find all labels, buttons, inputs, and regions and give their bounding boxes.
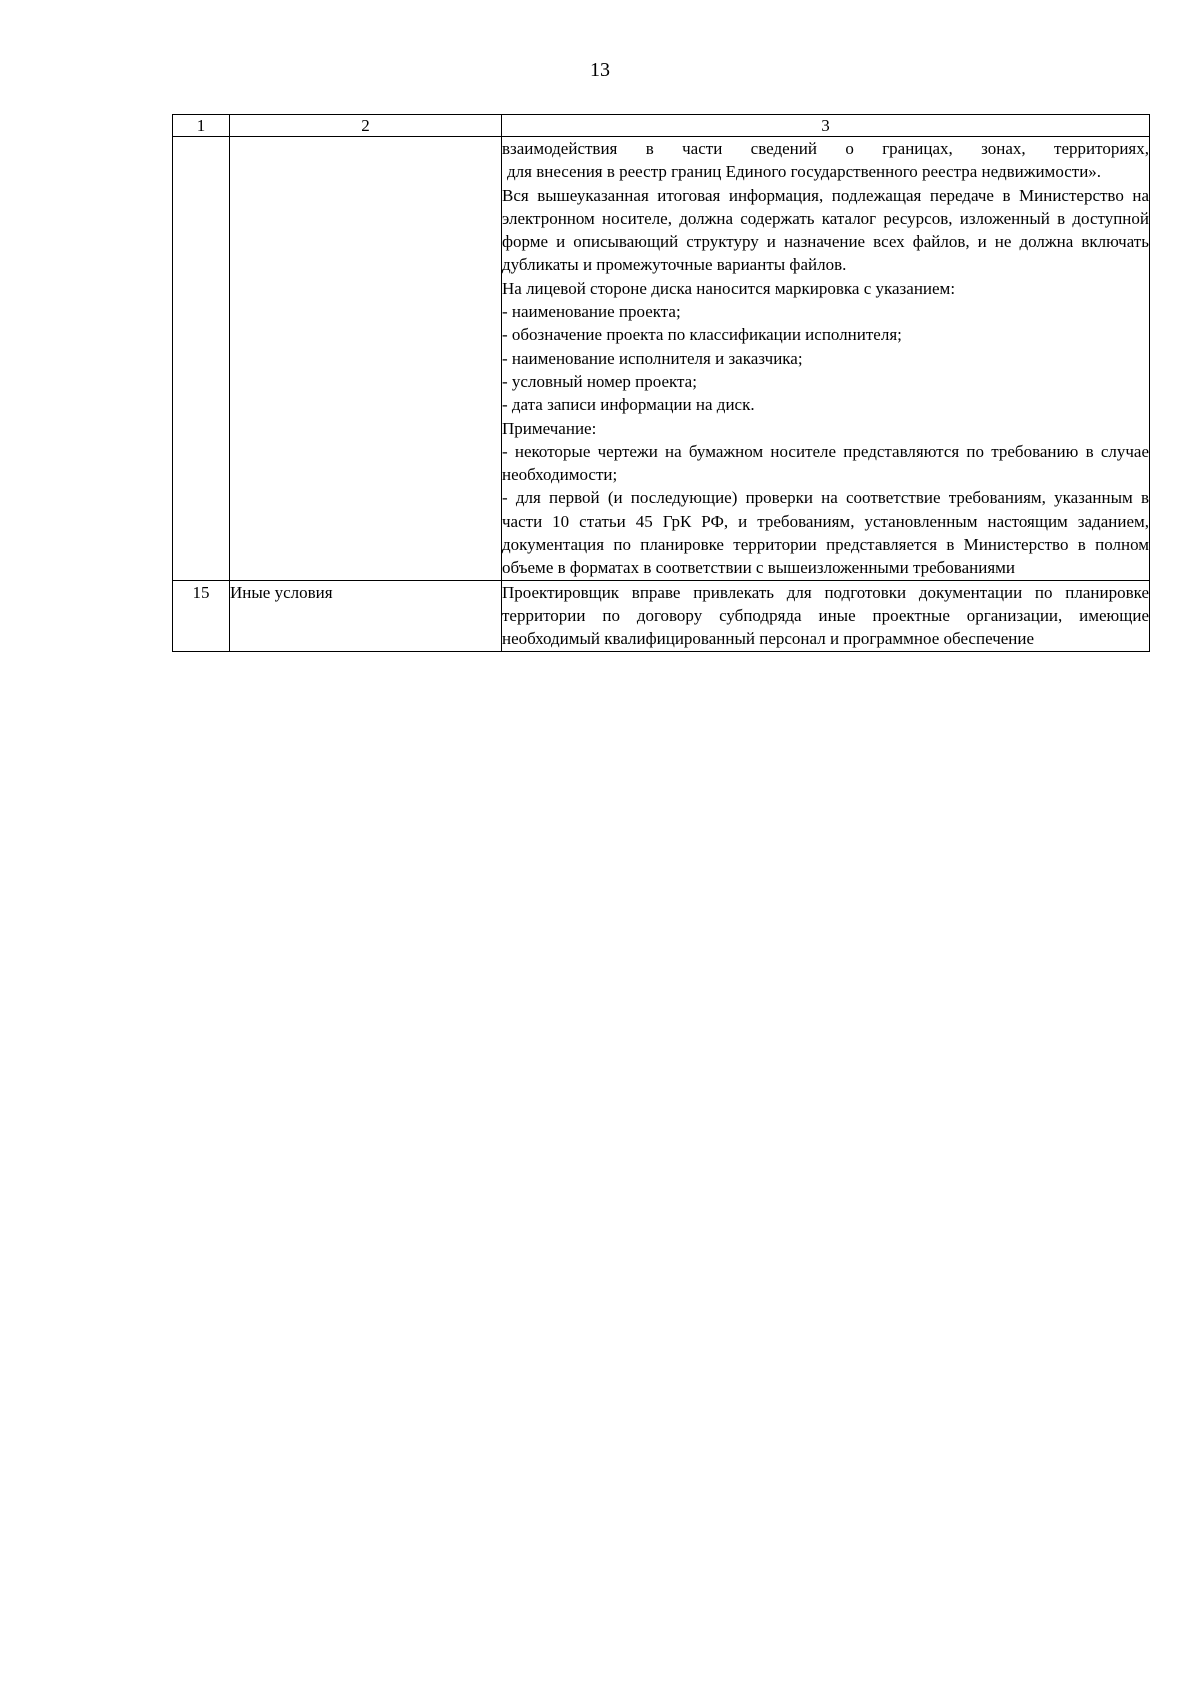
row-name — [230, 137, 502, 581]
table-header-row — [173, 115, 1150, 137]
header-col-2: 2 — [230, 115, 502, 137]
paragraph: взаимодействия в части сведений о границах, зонах, территориях, — [502, 139, 1149, 158]
row-content — [502, 580, 1150, 651]
list-item: - наименование исполнителя и заказчика; — [502, 348, 803, 368]
requirements-table — [172, 114, 1150, 652]
table-row — [173, 580, 1150, 651]
paragraph: На лицевой стороне диска наносится маркировка с указанием: — [502, 278, 956, 298]
row-number — [173, 137, 230, 581]
list-item: - обозначение проекта по классификации исполнителя; — [502, 325, 902, 345]
list-item: - некоторые чертежи на бумажном носителе представляются по требованию в случае необходимости; — [502, 441, 1149, 485]
list-item: - условный номер проекта; — [502, 371, 697, 391]
list-item: - наименование проекта; — [502, 302, 681, 322]
paragraph: Примечание: — [502, 418, 597, 438]
paragraph: для внесения в реестр границ Единого государственного реестра недвижимости». — [507, 162, 1102, 182]
row-number: 15 — [173, 580, 230, 651]
row-content — [502, 137, 1150, 581]
header-col-1: 1 — [173, 115, 230, 137]
page-number: 13 — [590, 59, 610, 81]
row-name: Иные условия — [230, 580, 502, 651]
table-row — [173, 137, 1150, 581]
list-item: - дата записи информации на диск. — [502, 395, 755, 415]
paragraph: Вся вышеуказанная итоговая информация, подлежащая передаче в Министерство на электронном носителе, должна содержать каталог ресурсов, изложенный в доступной форме и описывающий структуру и назначение всех файлов, и не должна включать дубликаты и промежуточные варианты файлов. — [502, 185, 1149, 275]
list-item: - для первой (и последующие) проверки на соответствие требованиям, указанным в части 10 статьи 45 ГрК РФ, и требованиям, установленным настоящим заданием, документация по планировке территории представляется в Министерство в полном объеме в форматах в соответствии с вышеизложенными требованиями — [502, 488, 1149, 578]
header-col-3: 3 — [502, 115, 1150, 137]
paragraph: Проектировщик вправе привлекать для подготовки документации по планировке территории по договору субподряда иные проектные организации, имеющие необходимый квалифицированный персонал и программное обеспечение — [502, 582, 1149, 649]
